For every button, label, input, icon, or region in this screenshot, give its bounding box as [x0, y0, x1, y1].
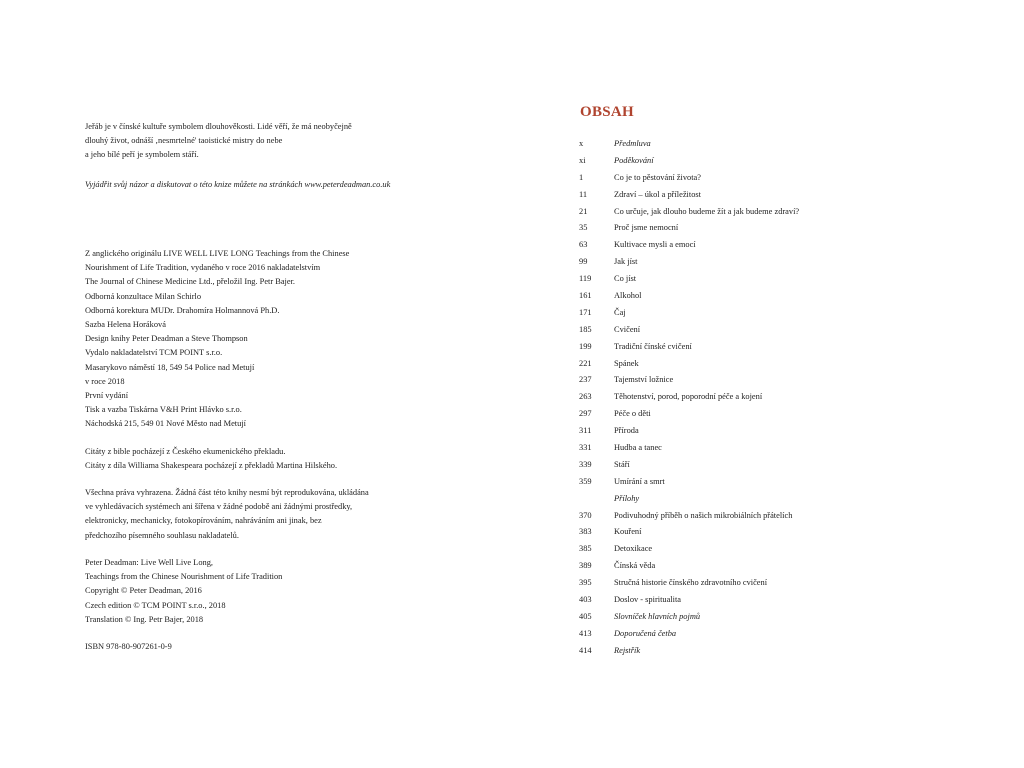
- text-line: Sazba Helena Horáková: [85, 320, 166, 330]
- toc-title: Cvičení: [614, 324, 641, 334]
- toc-title: Proč jsme nemocní: [614, 223, 679, 233]
- toc-entry: [579, 239, 999, 256]
- toc-title: Stručná historie čínského zdravotního cvičení: [614, 578, 768, 588]
- text-line: Teachings from the Chinese Nourishment of Life Tradition: [85, 572, 283, 582]
- toc-entry: [579, 459, 999, 476]
- toc-title: Těhotenství, porod, poporodní péče a kojení: [614, 392, 763, 402]
- toc-title: Umírání a smrt: [614, 476, 665, 486]
- toc-page-number: 297: [579, 409, 592, 419]
- toc-entry: [579, 189, 999, 206]
- isbn: [85, 640, 485, 654]
- toc-entry: [579, 358, 999, 375]
- text-line: Translation © Ing. Petr Bajer, 2018: [85, 614, 204, 624]
- toc-title: Předmluva: [614, 139, 651, 148]
- toc-page-number: 359: [579, 476, 592, 486]
- text-line: Vyjádřit svůj názor a diskutovat o této knize můžete na stránkách www.peterdeadman.co.uk: [85, 180, 391, 189]
- toc-title: Kultivace mysli a emocí: [614, 240, 696, 250]
- toc-page-number: 331: [579, 443, 592, 453]
- toc-heading: OBSAH: [580, 104, 635, 120]
- toc-title: Spánek: [614, 358, 639, 368]
- toc-title: Slovníček hlavních pojmů: [614, 611, 701, 621]
- text-line: Czech edition © TCM POINT s.r.o., 2018: [85, 600, 226, 610]
- text-line: a jeho bílé peří je symbolem stáří.: [85, 150, 199, 160]
- toc-entry: [579, 222, 999, 239]
- toc-page-number: 414: [579, 645, 592, 655]
- text-line: Z anglického originálu LIVE WELL LIVE LONG Teachings from the Chinese: [85, 249, 350, 258]
- toc-page-number: 21: [579, 206, 588, 216]
- toc-page-number: 403: [579, 595, 592, 605]
- toc-page-number: 405: [579, 611, 592, 621]
- toc-entry: [579, 273, 999, 290]
- text-line: Peter Deadman: Live Well Live Long,: [85, 558, 214, 567]
- toc-entry: [579, 341, 999, 358]
- toc-page-number: 161: [579, 291, 592, 301]
- toc-entry: [579, 510, 999, 527]
- toc-entry: [579, 442, 999, 459]
- toc-title: Detoxikace: [614, 544, 653, 554]
- text-line: v roce 2018: [85, 376, 125, 386]
- toc-title: Zdraví – úkol a příležitost: [614, 189, 701, 199]
- text-line: Všechna práva vyhrazena. Žádná část této knihy nesmí být reprodukována, ukládána: [85, 488, 369, 497]
- toc-page-number: 171: [579, 307, 592, 317]
- toc-title: Čínská věda: [614, 561, 656, 571]
- toc-title: Kouření: [614, 527, 642, 537]
- toc-entry: [579, 138, 999, 155]
- toc-title: Péče o děti: [614, 409, 651, 419]
- toc-title: Podivuhodný příběh o našich mikrobiálních přátelích: [614, 510, 793, 520]
- text-line: Náchodská 215, 549 01 Nové Město nad Metují: [85, 419, 246, 429]
- intro-paragraph: [85, 120, 485, 163]
- text-line: Masarykovo náměstí 18, 549 54 Police nad Metují: [85, 362, 255, 372]
- toc-title: Co je to pěstování života?: [614, 172, 701, 182]
- toc-title: Rejstřík: [614, 645, 641, 655]
- rights-block: [85, 486, 485, 543]
- toc-page-number: 311: [579, 426, 592, 436]
- table-of-contents: [579, 138, 999, 662]
- toc-page-number: 11: [579, 189, 588, 199]
- toc-title: Jak jíst: [614, 257, 638, 267]
- text-line: dlouhý život, odnáší ‚nesmrtelné' taoistické mistry do nebe: [85, 136, 283, 146]
- toc-title: Doslov - spiritualita: [614, 595, 681, 605]
- toc-entry: [579, 543, 999, 560]
- text-line: Odborná korektura MUDr. Drahomíra Holmannová Ph.D.: [85, 305, 280, 315]
- toc-entry: [579, 425, 999, 442]
- toc-entry: [579, 374, 999, 391]
- toc-title: Co jíst: [614, 274, 637, 284]
- toc-page-number: x: [579, 139, 584, 148]
- toc-page-number: 1: [579, 172, 584, 182]
- toc-title: Poděkování: [614, 155, 654, 165]
- copyright-block: [85, 556, 485, 627]
- toc-page-number: 370: [579, 510, 592, 520]
- toc-title: Příroda: [614, 426, 639, 436]
- toc-title: Doporučená četba: [614, 628, 677, 638]
- toc-page-number: 383: [579, 527, 592, 537]
- text-line: elektronicky, mechanicky, fotokopírováním, nahráváním ani jinak, bez: [85, 516, 322, 526]
- text-line: Citáty z bible pocházejí z Českého ekumenického překladu.: [85, 447, 286, 456]
- text-line: předchozího písemného souhlasu nakladatelů.: [85, 530, 239, 540]
- text-line: The Journal of Chinese Medicine Ltd., přeložil Ing. Petr Bajer.: [85, 277, 296, 287]
- text-line: Jeřáb je v čínské kultuře symbolem dlouhověkosti. Lidé věří, že má neobyčejně: [85, 122, 352, 131]
- toc-title: Hudba a tanec: [614, 443, 662, 453]
- text-line: První vydání: [85, 391, 129, 401]
- toc-entry: [579, 256, 999, 273]
- toc-page-number: 237: [579, 375, 592, 385]
- toc-entry: [579, 307, 999, 324]
- toc-page-number: 413: [579, 628, 592, 638]
- toc-page-number: 35: [579, 223, 588, 233]
- toc-page-number: 263: [579, 392, 592, 402]
- right-page: [512, 0, 1024, 768]
- toc-entry: [579, 493, 999, 510]
- toc-title: Co určuje, jak dlouho budeme žít a jak budeme zdraví?: [614, 206, 800, 216]
- text-line: Copyright © Peter Deadman, 2016: [85, 586, 202, 596]
- toc-entry: [579, 290, 999, 307]
- isbn-text: ISBN 978-80-907261-0-9: [85, 642, 172, 651]
- toc-entry: [579, 611, 999, 628]
- toc-entry: [579, 408, 999, 425]
- toc-entry: [579, 594, 999, 611]
- text-line: Citáty z díla Williama Shakespeara pocházejí z překladů Martina Hilského.: [85, 461, 338, 471]
- website-note: [85, 178, 485, 192]
- citations-block: [85, 445, 485, 473]
- toc-entry: [579, 645, 999, 662]
- toc-page-number: 99: [579, 257, 588, 267]
- toc-page-number: xi: [579, 155, 586, 165]
- toc-entry: [579, 324, 999, 341]
- toc-entry: [579, 155, 999, 172]
- toc-entry: [579, 206, 999, 223]
- toc-title: Tradiční čínské cvičení: [614, 341, 692, 351]
- text-line: ve vyhledávacích systémech ani šířena v žádné podobě ani žádnými prostředky,: [85, 502, 353, 512]
- text-line: Nourishment of Life Tradition, vydaného v roce 2016 nakladatelstvím: [85, 263, 321, 273]
- toc-title: Přílohy: [614, 493, 640, 503]
- toc-page-number: 385: [579, 544, 592, 554]
- toc-page-number: 221: [579, 358, 592, 368]
- text-line: Odborná konzultace Milan Schirlo: [85, 291, 202, 301]
- text-line: Vydalo nakladatelství TCM POINT s.r.o.: [85, 348, 223, 358]
- toc-title: Čaj: [614, 307, 626, 317]
- toc-entry: [579, 526, 999, 543]
- toc-page-number: 185: [579, 324, 592, 334]
- toc-page-number: 389: [579, 561, 592, 571]
- toc-entry: [579, 476, 999, 493]
- toc-title: Tajemství ložnice: [614, 375, 674, 385]
- toc-page-number: 63: [579, 240, 588, 250]
- toc-title: Stáří: [614, 459, 630, 469]
- toc-entry: [579, 577, 999, 594]
- toc-title: Alkohol: [614, 291, 642, 301]
- text-line: Design knihy Peter Deadman a Steve Thompson: [85, 334, 248, 344]
- toc-page-number: 119: [579, 274, 592, 284]
- credits-block: [85, 247, 485, 432]
- text-line: Tisk a vazba Tiskárna V&H Print Hlávko s.r.o.: [85, 405, 242, 415]
- toc-page-number: 395: [579, 578, 592, 588]
- toc-entry: [579, 628, 999, 645]
- toc-entry: [579, 560, 999, 577]
- toc-entry: [579, 172, 999, 189]
- toc-entry: [579, 391, 999, 408]
- toc-page-number: 339: [579, 459, 592, 469]
- toc-page-number: 199: [579, 341, 592, 351]
